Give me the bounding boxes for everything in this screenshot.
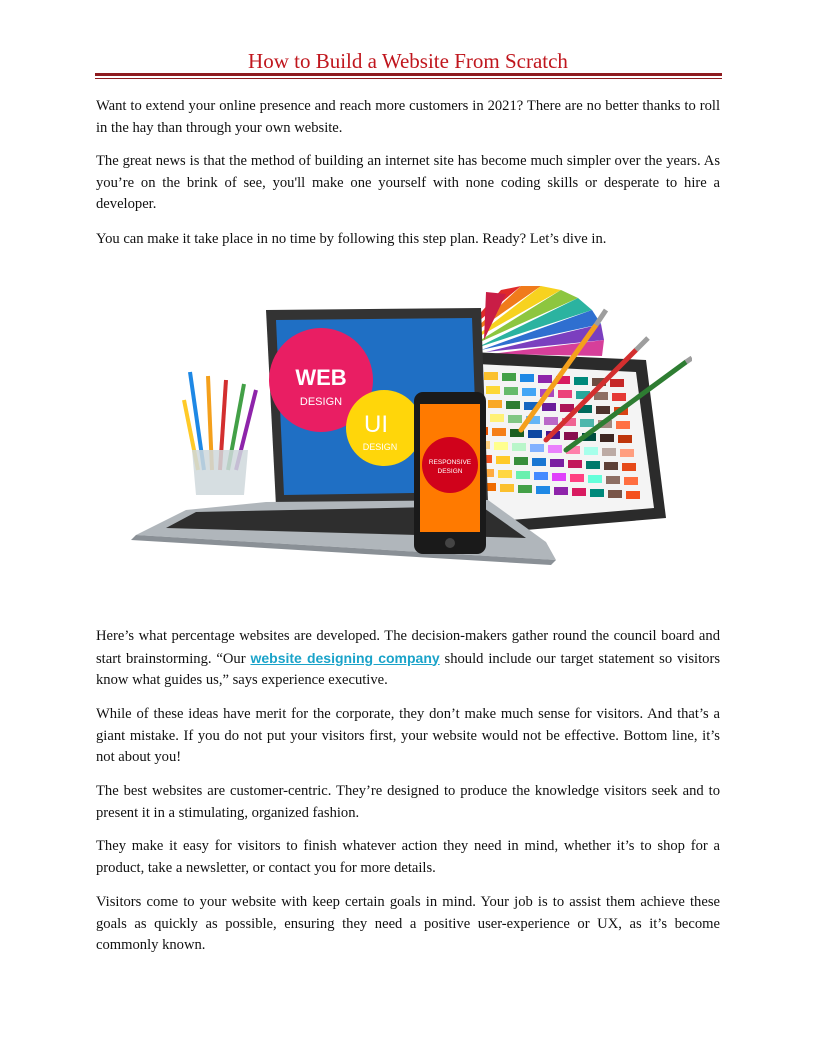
page-title: How to Build a Website From Scratch (248, 49, 568, 73)
paragraph-customer-centric: The best websites are customer-centric. They’re designed to produce the knowledge visitors seek and to present it in a stimulating, organized fashion. (96, 783, 720, 821)
responsive-design-label: RESPONSIVE (428, 459, 472, 466)
ui-design-sublabel: DESIGN (362, 442, 398, 452)
paragraph-development-text-after: should include our target statement so visitors know what guides us,” says experience executive. (96, 650, 720, 688)
web-design-label: WEB (295, 365, 347, 390)
title-rule-thick (95, 73, 722, 76)
paragraph-easy-action: They make it easy for visitors to finish whatever action they need in mind, whether it’s to shop for a product, take a newsletter, or contact you for more details. (96, 838, 720, 876)
ui-design-label: UI (364, 411, 388, 438)
title-rule-thin (95, 78, 722, 79)
web-design-illustration (126, 280, 692, 580)
paragraph-simpler: The great news is that the method of building an internet site has become much simpler over the years. As you’re on the brink of see, you'll make one yourself with none coding skills or desperate to hire a developer. (96, 153, 720, 212)
paragraph-visitors-first: While of these ideas have merit for the corporate, they don’t make much sense for visitors. And that’s a giant mistake. If you do not put your visitors first, your website would not be effective. Bottom line, it’s not about you! (96, 706, 720, 765)
paragraph-step-plan: You can make it take place in no time by following this step plan. Ready? Let’s dive in. (96, 231, 607, 247)
phone-icon (414, 392, 486, 554)
responsive-design-sublabel: DESIGN (437, 468, 463, 475)
pencil-cup-icon (184, 372, 256, 495)
website-designing-company-link[interactable]: website designing company (250, 649, 440, 666)
paragraph-development (96, 626, 720, 692)
paragraph-visitor-goals: Visitors come to your website with keep certain goals in mind. Your job is to assist them achieve these goals as quickly as possible, ensuring they need a positive user-experience or UX, as it’s become commonly known. (96, 894, 720, 953)
paragraph-development-text-before: Here’s what percentage websites are developed. The decision-makers gather round the council board and start brainstorming. “Our (96, 628, 720, 667)
paragraph-intro: Want to extend your online presence and reach more customers in 2021? There are no better thanks to roll in the hay than through your own website. (96, 98, 720, 136)
web-design-sublabel: DESIGN (299, 396, 343, 408)
